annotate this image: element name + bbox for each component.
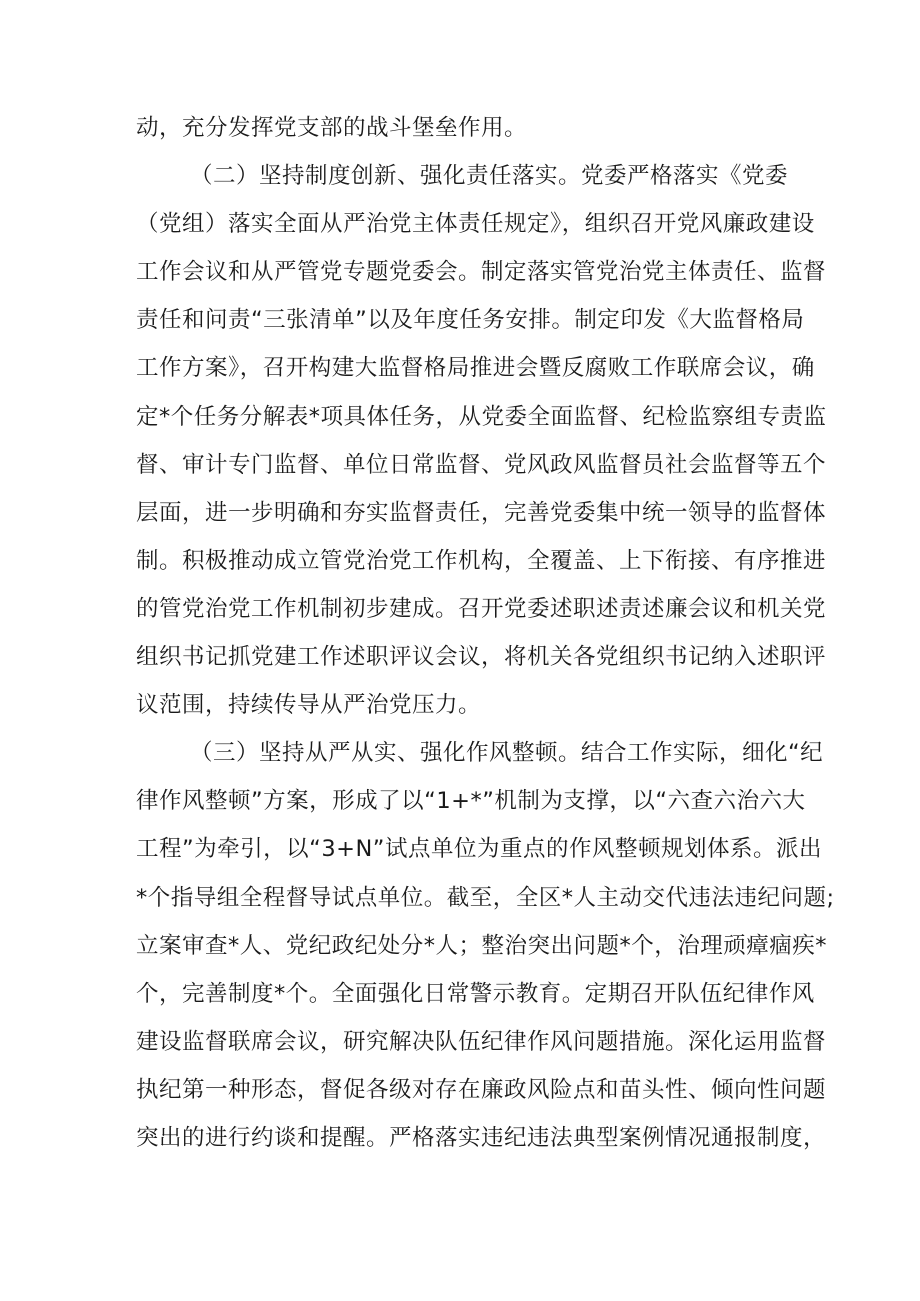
text-line: 执纪第一种形态，督促各级对存在廉政风险点和苗头性、倾向性问题 — [136, 1076, 827, 1103]
text-line: 个，完善制度*个。全面强化日常警示教育。定期召开队伍纪律作风 — [136, 980, 815, 1007]
text-line: 组织书记抓党建工作述职评议会议，将机关各党组织书记纳入述职评 — [136, 644, 827, 671]
text-line: 律作风整顿”方案，形成了以“1+*”机制为支撑，以“六查六治六大 — [136, 788, 806, 815]
text-line: 的管党治党工作机制初步建成。召开党委述职述责述廉会议和机关党 — [136, 595, 827, 622]
text-line: （三）坚持从严从实、强化作风整顿。结合工作实际，细化“纪 — [190, 740, 824, 767]
text-line: *个指导组全程督导试点单位。截至，全区*人主动交代违法违纪问题; — [136, 884, 835, 911]
document-page — [136, 104, 835, 1162]
text-line: 议范围，持续传导从严治党压力。 — [136, 692, 482, 719]
text-line: （党组）落实全面从严治党主体责任规定》，组织召开党风廉政建设 — [136, 211, 815, 238]
paragraph-work-style — [136, 729, 835, 1162]
text-line: 层面，进一步明确和夯实监督责任，完善党委集中统一领导的监督体 — [136, 499, 827, 526]
text-line: 立案审查*人、党纪政纪处分*人；整治突出问题*个，治理顽瘴痼疾* — [136, 932, 828, 959]
text-line: 制。积极推动成立管党治党工作机构，全覆盖、上下衔接、有序推进 — [136, 547, 827, 574]
text-line: 督、审计专门监督、单位日常监督、党风政风监督员社会监督等五个 — [136, 451, 827, 478]
text-line: 工作方案》，召开构建大监督格局推进会暨反腐败工作联席会议，确 — [136, 355, 815, 382]
text-line: 工作会议和从严管党专题党委会。制定落实管党治党主体责任、监督 — [136, 259, 827, 286]
text-line: 定*个任务分解表*项具体任务，从党委全面监督、纪检监察组专责监 — [136, 403, 827, 430]
text-line: 动，充分发挥党支部的战斗堡垒作用。 — [136, 115, 528, 141]
text-line: （二）坚持制度创新、强化责任落实。党委严格落实《党委 — [190, 163, 789, 190]
text-line: 突出的进行约谈和提醒。严格落实违纪违法典型案例情况通报制度， — [136, 1124, 827, 1151]
paragraph-institutional-innovation — [136, 152, 827, 729]
text-line: 责任和问责“三张清单”以及年度任务安排。制定印发《大监督格局 — [136, 307, 805, 334]
paragraph-continuation — [136, 104, 784, 152]
text-line: 建设监督联席会议，研究解决队伍纪律作风问题措施。深化运用监督 — [136, 1028, 827, 1055]
text-line: 工程”为牵引，以“3+N”试点单位为重点的作风整顿规划体系。派出 — [136, 836, 822, 863]
